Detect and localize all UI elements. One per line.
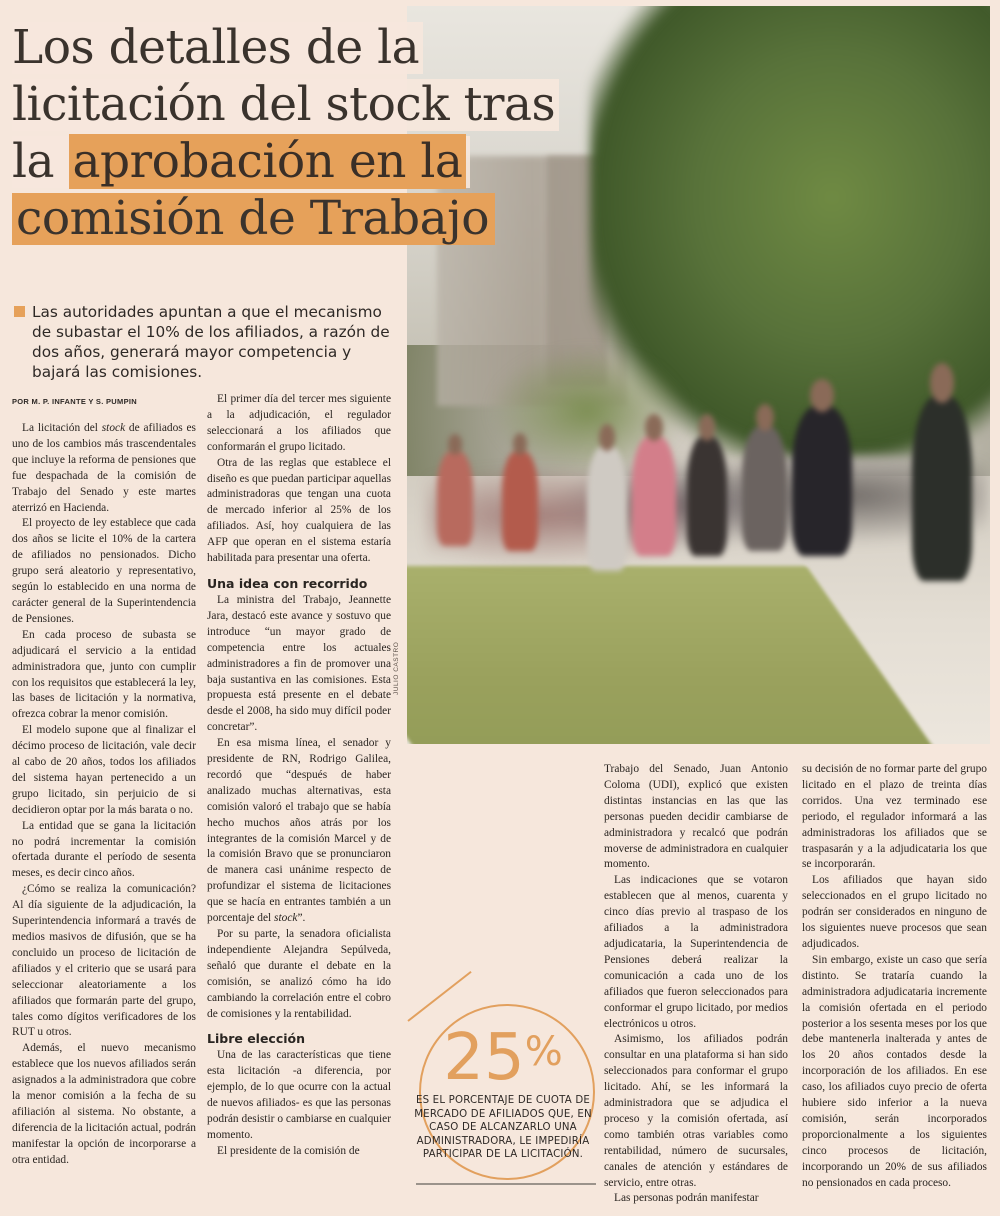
paragraph: En esa misma línea, el senador y presidente de RN, Rodrigo Galilea, recordó que “después de haber analizado muchas alternativas, esta comisión valoró el trabajo que se había hecho muchos años atrás por los integrantes de la comisión Marcel y de la comisión Bravo que se pronunciaron de manera casi unánime respecto de profundizar el sistema de licitaciones que se hacía en entrantes también a un porcentaje del stock”. xyxy=(207,737,391,925)
photo-person xyxy=(687,436,727,556)
headline xyxy=(12,20,556,250)
subheading: Libre elección xyxy=(207,1031,306,1047)
callout-slash xyxy=(407,971,471,1022)
paragraph: El modelo supone que al finalizar el décimo proceso de licitación, vale decir al cabo de 20 años, todos los afiliados del sistema hayan pertenecido a un grupo licitado, sin perjuicio de si decidieron optar por la más barata o no. xyxy=(12,724,196,816)
photo-person xyxy=(912,396,972,581)
paragraph: El presidente de la comisión de xyxy=(217,1144,360,1157)
callout-rule xyxy=(416,1183,596,1185)
headline-line-3-plain: la xyxy=(12,134,55,189)
body-column-1 xyxy=(12,421,196,1169)
headline-line-3 xyxy=(12,136,470,188)
headline-highlight: aprobación en la xyxy=(69,134,467,189)
paragraph: Sin embargo, existe un caso que sería distinto. Se trataría cuando la administradora adjudicataria incremente la comisión ofertada en el periodo posterior a los sesenta meses por los que debe mantenerla inalterada y antes de los 20 años contados desde la incorporación de los afiliados. En ese caso, los afiliados cuyo precio de oferta hubiere sido inferior a la nueva comisión, serán incorporados proporcionalmente a los siguientes cinco procesos de licitación, incorporando un 20% de sus afiliados no pensionados en cada proceso. xyxy=(802,953,987,1189)
body-column-2 xyxy=(207,392,391,1160)
lead-paragraph xyxy=(14,302,398,382)
paragraph: ¿Cómo se realiza la comunicación? Al día siguiente de la adjudicación, la Superintendencia informará a través de medios masivos de difusión, que se ha concluido un proceso de licitación de afiliados y el criterio que se usará para seleccionar aleatoriamente a los afiliados que formarán parte del grupo, tales como dígitos verificadores de los RUT u otros. xyxy=(12,883,196,1039)
paragraph: En cada proceso de subasta se adjudicará el servicio a la entidad administradora que, junto con cumplir con los requisitos que establecerá la ley, las bases de licitación y la normativa, ofrezca cobrar la menor comisión. xyxy=(12,628,196,721)
body-column-4 xyxy=(802,762,987,1191)
paragraph: La ministra del Trabajo, Jeannette Jara, destacó este avance y sostuvo que introduce “un mayor grado de competencia entre los actuales administradores a fin de promover una baja sustantiva en las comisiones. Esta propuesta está presente en el debate desde el 2008, ha sido muy difícil poder concretar”. xyxy=(207,593,391,734)
paragraph: Trabajo del Senado, Juan Antonio Coloma (UDI), explicó que existen distintas instancias en las que las personas pueden decidir cambiarse de administradora y recalcó que podrán moverse de administradora en cualquier momento. xyxy=(604,763,788,871)
photo-person xyxy=(587,446,627,571)
callout-text: ES EL PORCENTAJE DE CUOTA DE MERCADO DE AFILIADOS QUE, EN CASO DE ALCANZARLO UNA ADMINISTRADORA, LE IMPEDIRÍA PARTICIPAR DE LA LICITACIÓN. xyxy=(414,1095,592,1160)
paragraph: Otra de las reglas que establece el diseño es que puedan participar aquellas administradoras que tengan una cuota de mercado inferior al 25% de los afiliados. Así, hoy cualquiera de las AFP que operan en el sistema estaría habilitada para presentar una oferta. xyxy=(207,456,391,565)
paragraph: Las personas podrán manifestar xyxy=(614,1192,759,1205)
paragraph: Los afiliados que hayan sido seleccionados en el grupo licitado no podrán ser considerados en ninguno de los siguientes nueve procesos que sean adjudicados. xyxy=(802,874,987,950)
paragraph: Una de las características que tiene esta licitación -a diferencia, por ejemplo, de lo que ocurre con la actual de nuevos afiliados- es que las personas podrán desistir o cambiarse en cualquier momento. xyxy=(207,1049,391,1141)
stat-callout xyxy=(408,990,598,1190)
photo-person xyxy=(502,451,538,551)
paragraph: Asimismo, los afiliados podrán consultar en una plataforma si han sido seleccionados para conformar el grupo licitado. Ahí, se les informará la administradora que se adjudica el proceso y la comisión ofertada, así como también otras variables como rentabilidad, número de sucursales, canales de atención y estándares de servicio, entre otras. xyxy=(604,1033,788,1189)
subheading: Una idea con recorrido xyxy=(207,575,368,591)
body-column-3 xyxy=(604,762,788,1207)
bullet-square-icon xyxy=(14,306,25,317)
paragraph: Las indicaciones que se votaron establecen que al menos, cuarenta y cinco días previo al traspaso de los afiliados a la administradora adjudicataria, la Superintendencia de Pensiones deberá realizar la comunicación a cada uno de los afiliados que fueron seleccionados para conformar el grupo licitado, por medios electrónicos u otros. xyxy=(604,874,788,1030)
photo-person xyxy=(742,426,787,551)
photo-person xyxy=(437,451,473,546)
headline-line-1: Los detalles de la xyxy=(12,22,423,74)
paragraph: su decisión de no formar parte del grupo licitado en el plazo de treinta días corridos. Una vez terminado ese periodo, el regulador informará a las administradoras los afiliados que se traspasarán y a la adjudicataria los que se incorporarán. xyxy=(802,763,987,871)
paragraph: Por su parte, la senadora oficialista independiente Alejandra Sepúlveda, señaló que durante el debate en la comisión, se analizó cómo ha ido cambiando la correlación entre el cobro de comisiones y la rentabilidad. xyxy=(207,928,391,1020)
paragraph: La licitación del stock de afiliados es uno de los cambios más trascendentales que incluye la reforma de pensiones que fue despachada de la comisión de Trabajo del Senado y este martes aterrizó en Hacienda. xyxy=(12,422,196,514)
paragraph: El proyecto de ley establece que cada dos años se licite el 10% de la cartera de afiliados no pensionados. Dicho grupo será aleatorio y representativo, según lo establecido en una norma de carácter general de la Superintendencia de Pensiones. xyxy=(12,517,196,625)
photo-person xyxy=(792,406,852,556)
photo-credit: JULIO CASTRO xyxy=(393,641,400,695)
callout-number: 25% xyxy=(443,1021,563,1095)
headline-line-4: comisión de Trabajo xyxy=(12,193,495,245)
headline-line-2: licitación del stock tras xyxy=(12,79,559,131)
paragraph: La entidad que se gana la licitación no podrá incrementar la comisión ofertada durante el período de sesenta meses, es decir cinco años. xyxy=(12,819,196,880)
byline: POR M. P. INFANTE Y S. PUMPIN xyxy=(12,397,137,406)
photo-person xyxy=(632,436,676,556)
lead-text: Las autoridades apuntan a que el mecanismo de subastar el 10% de los afiliados, a razón de dos años, generará mayor competencia y bajará las comisiones. xyxy=(32,303,390,381)
paragraph: El primer día del tercer mes siguiente a la adjudicación, el regulador seleccionará a los afiliados que conformarán el grupo licitado. xyxy=(207,393,391,453)
paragraph: Además, el nuevo mecanismo establece que los nuevos afiliados serán asignados a la administradora que cobre la menor comisión a la fecha de su afiliación al sistema. No obstante, a diferencia de la licitación actual, podrán manifestar la opción de incorporarse a otra entidad. xyxy=(12,1042,196,1166)
